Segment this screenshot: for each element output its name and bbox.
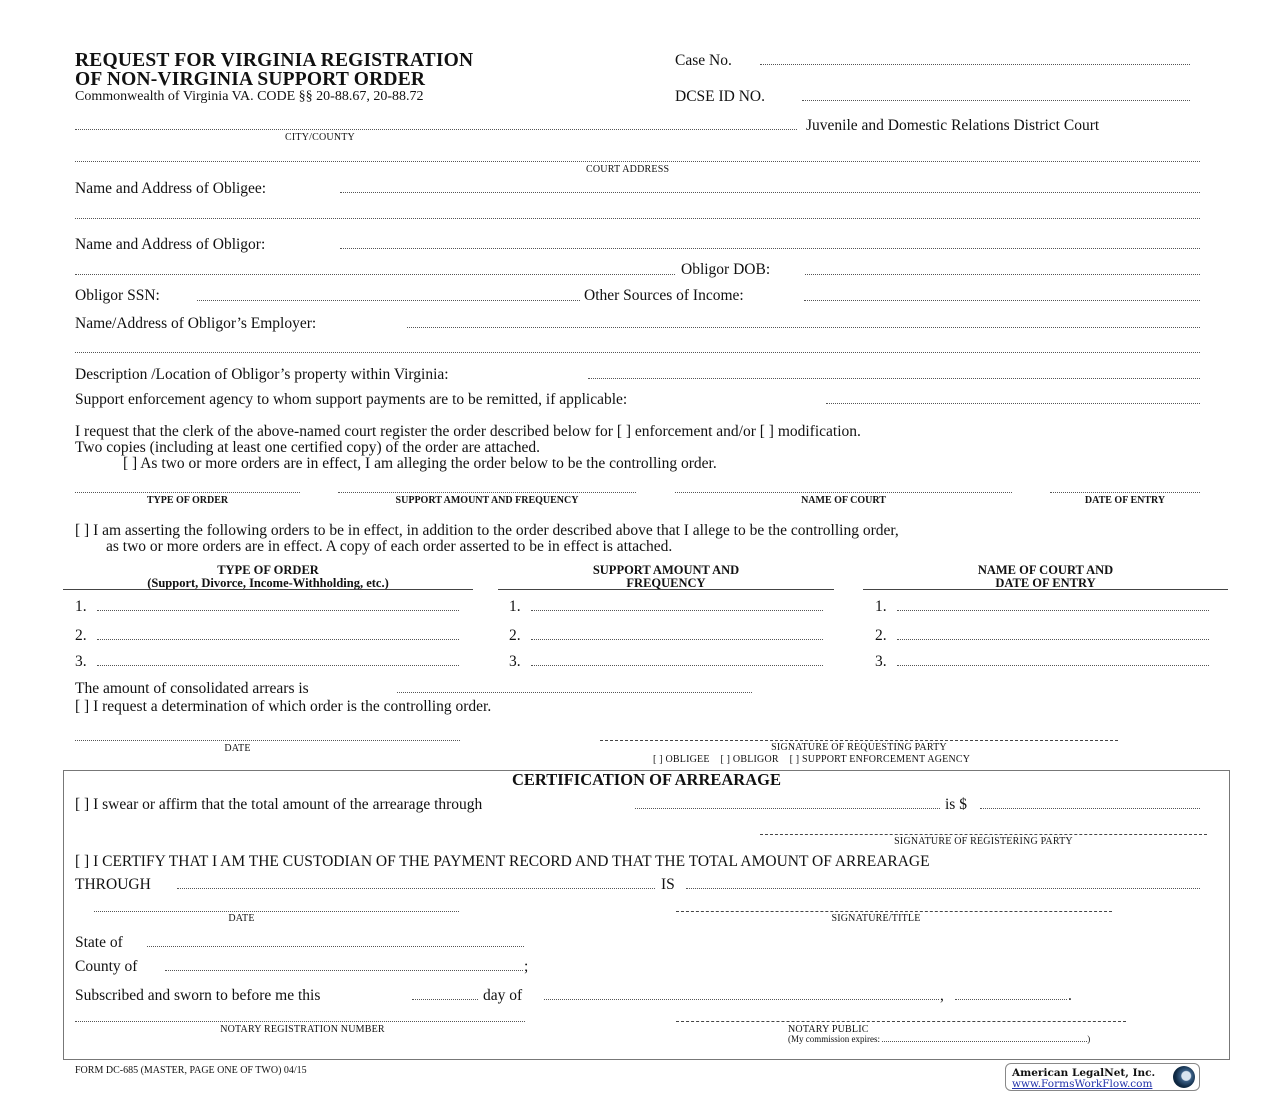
sworn-year-field[interactable]	[955, 999, 1067, 1000]
day-of-label: day of	[483, 987, 523, 1004]
row-number: 3.	[75, 653, 87, 670]
col-head-amount: SUPPORT AMOUNT AND FREQUENCY	[592, 563, 740, 590]
requesting-signature-field[interactable]	[600, 740, 1118, 741]
row-number: 2.	[75, 627, 87, 644]
state-label: State of	[75, 934, 123, 951]
order-3-type-field[interactable]	[97, 665, 459, 666]
col-head-amount-rule	[498, 589, 834, 590]
notary-public-label: NOTARY PUBLIC	[788, 1024, 869, 1035]
row-number: 1.	[75, 598, 87, 615]
order-1-type-field[interactable]	[97, 610, 459, 611]
support-amount-label: SUPPORT AMOUNT AND FREQUENCY	[395, 495, 579, 506]
form-id: FORM DC-685 (MASTER, PAGE ONE OF TWO) 04/15	[75, 1065, 307, 1076]
certify-checkbox[interactable]: [ ]	[75, 853, 90, 870]
certify-amount-field[interactable]	[686, 888, 1200, 889]
city-county-label: CITY/COUNTY	[285, 132, 355, 143]
request-date-label: DATE	[224, 743, 251, 754]
obligor-label: Name and Address of Obligor:	[75, 236, 266, 253]
determination-label: I request a determination of which order is the controlling order.	[93, 698, 492, 715]
employer-field[interactable]	[407, 327, 1200, 328]
determination-row	[75, 698, 491, 716]
row-number: 1.	[875, 598, 887, 615]
enforcement-label: enforcement and/or	[634, 423, 756, 440]
county-label: County of	[75, 958, 138, 975]
agency-field[interactable]	[826, 403, 1200, 404]
period: .	[1068, 987, 1072, 1004]
through-date-field[interactable]	[177, 888, 655, 889]
certify-label: I CERTIFY THAT I AM THE CUSTODIAN OF THE PAYMENT RECORD AND THAT THE TOTAL AMOUNT OF ARREARAGE	[93, 853, 930, 870]
other-income-field[interactable]	[804, 300, 1200, 301]
court-address-field[interactable]	[75, 161, 1200, 162]
row-number: 3.	[875, 653, 887, 670]
property-label: Description /Location of Obligor’s property within Virginia:	[75, 366, 449, 383]
row-number: 3.	[509, 653, 521, 670]
support-amount-field[interactable]	[338, 492, 636, 493]
comma: ,	[940, 987, 944, 1004]
city-county-field[interactable]	[75, 129, 797, 130]
agency-option-label: SUPPORT ENFORCEMENT AGENCY	[802, 754, 971, 765]
notary-signature-field[interactable]	[676, 1021, 1126, 1022]
sworn-month-field[interactable]	[544, 999, 939, 1000]
globe-logo-icon	[1173, 1066, 1195, 1088]
vendor-url[interactable]: www.FormsWorkFlow.com	[1012, 1078, 1153, 1090]
row-number: 2.	[509, 627, 521, 644]
obligor-dob-label: Obligor DOB:	[681, 261, 771, 278]
dcse-id-field[interactable]	[802, 100, 1190, 101]
sworn-label: Subscribed and sworn to before me this	[75, 987, 321, 1004]
col-head-court-rule	[863, 589, 1228, 590]
commission-close: )	[1087, 1034, 1091, 1044]
obligee-checkbox[interactable]: [ ]	[653, 754, 663, 765]
assert-orders-line2: as two or more orders are in effect. A copy of each order asserted to be in effect is attached.	[106, 538, 673, 555]
obligee-option-label: OBLIGEE	[665, 754, 710, 765]
controlling-order-checkbox[interactable]: [ ]	[123, 455, 138, 472]
is-dollar-label: is $	[945, 796, 967, 813]
signature-title-label: SIGNATURE/TITLE	[831, 913, 921, 924]
form-title-line2: OF NON-VIRGINIA SUPPORT ORDER	[75, 69, 426, 90]
form-subtitle: Commonwealth of Virginia VA. CODE §§ 20-88.67, 20-88.72	[75, 89, 424, 104]
swear-label: I swear or affirm that the total amount of the arrearage through	[93, 796, 483, 813]
agency-label: Support enforcement agency to whom support payments are to be remitted, if applicable:	[75, 391, 628, 408]
row-number: 1.	[509, 598, 521, 615]
date-of-entry-label: DATE OF ENTRY	[1084, 495, 1166, 506]
obligor-ssn-label: Obligor SSN:	[75, 287, 160, 304]
swear-row	[75, 796, 482, 814]
through-label: THROUGH	[75, 876, 151, 893]
certify-date-field[interactable]	[94, 911, 459, 912]
obligee-field[interactable]	[340, 192, 1200, 193]
name-of-court-field[interactable]	[675, 492, 1012, 493]
col-head-court: NAME OF COURT AND DATE OF ENTRY	[977, 563, 1114, 590]
obligee-field-line2[interactable]	[75, 218, 1200, 219]
obligee-label: Name and Address of Obligee:	[75, 180, 267, 197]
request-date-field[interactable]	[75, 740, 460, 741]
enforcement-checkbox[interactable]: [ ]	[616, 423, 632, 440]
other-income-label: Other Sources of Income:	[584, 287, 744, 304]
order-3-court-field[interactable]	[897, 665, 1209, 666]
type-of-order-field[interactable]	[75, 492, 300, 493]
certify-row	[75, 853, 930, 871]
controlling-order-row	[123, 455, 717, 473]
obligor-dob-field[interactable]	[805, 274, 1200, 275]
row-number: 2.	[875, 627, 887, 644]
signature-title-field[interactable]	[676, 911, 1112, 912]
sworn-day-field[interactable]	[412, 999, 478, 1000]
commission-row	[788, 1034, 1090, 1044]
modification-checkbox[interactable]: [ ]	[759, 423, 774, 440]
commission-expires-field[interactable]	[882, 1041, 1087, 1042]
assert-orders-text: I am asserting the following orders to be in effect, in addition to the order described above that I allege to be the controlling order,	[93, 522, 899, 539]
swear-checkbox[interactable]: [ ]	[75, 796, 90, 813]
employer-label: Name/Address of Obligor’s Employer:	[75, 315, 317, 332]
order-2-type-field[interactable]	[97, 639, 459, 640]
court-address-label: COURT ADDRESS	[586, 164, 670, 175]
agency-checkbox[interactable]: [ ]	[789, 754, 800, 765]
modification-label: modification.	[777, 423, 861, 440]
state-field[interactable]	[147, 946, 524, 947]
case-no-label: Case No.	[675, 52, 732, 69]
order-2-court-field[interactable]	[897, 639, 1209, 640]
col-head-type-rule	[63, 589, 473, 590]
type-of-order-label: TYPE OF ORDER	[146, 495, 229, 506]
order-1-amount-field[interactable]	[531, 610, 823, 611]
is-label: IS	[661, 876, 675, 893]
certify-date-label: DATE	[228, 913, 255, 924]
notary-registration-label: NOTARY REGISTRATION NUMBER	[220, 1024, 385, 1035]
party-type-row	[653, 754, 970, 765]
case-no-field[interactable]	[760, 64, 1190, 65]
name-of-court-label: NAME OF COURT	[801, 495, 886, 506]
assert-orders-checkbox[interactable]: [ ]	[75, 522, 90, 539]
vendor-name: American LegalNet, Inc.	[1012, 1067, 1156, 1079]
request-text: I request that the clerk of the above-named court register the order described below for	[75, 423, 613, 440]
obligor-field[interactable]	[340, 248, 1200, 249]
court-type: Juvenile and Domestic Relations District Court	[806, 117, 1100, 134]
commission-label: (My commission expires:	[788, 1034, 880, 1044]
col-head-type: TYPE OF ORDER (Support, Divorce, Income-Withholding, etc.)	[147, 563, 389, 590]
obligor-field-line2[interactable]	[75, 274, 675, 275]
registering-signature-label: SIGNATURE OF REGISTERING PARTY	[894, 836, 1073, 847]
swear-amount-field[interactable]	[980, 808, 1200, 809]
county-semicolon: ;	[524, 958, 529, 975]
certification-title: CERTIFICATION OF ARREARAGE	[512, 770, 781, 789]
date-of-entry-field[interactable]	[1050, 492, 1200, 493]
swear-through-date-field[interactable]	[635, 808, 940, 809]
form-title-line1: REQUEST FOR VIRGINIA REGISTRATION	[75, 50, 474, 71]
obligor-ssn-field[interactable]	[197, 300, 580, 301]
obligor-option-label: OBLIGOR	[732, 754, 779, 765]
consolidated-arrears-field[interactable]	[397, 692, 752, 693]
order-3-amount-field[interactable]	[531, 665, 823, 666]
request-line2: Two copies (including at least one certified copy) of the order are attached.	[75, 439, 541, 456]
registering-signature-field[interactable]	[760, 834, 1207, 835]
dcse-id-label: DCSE ID NO.	[675, 88, 765, 105]
order-1-court-field[interactable]	[897, 610, 1209, 611]
vendor-badge[interactable]	[1005, 1063, 1200, 1091]
determination-checkbox[interactable]: [ ]	[75, 698, 90, 715]
employer-field-line2[interactable]	[75, 352, 1200, 353]
order-2-amount-field[interactable]	[531, 639, 823, 640]
requesting-signature-label: SIGNATURE OF REQUESTING PARTY	[771, 742, 947, 753]
obligor-checkbox[interactable]: [ ]	[720, 754, 731, 765]
county-field[interactable]	[165, 970, 523, 971]
controlling-order-label: As two or more orders are in effect, I am alleging the order below to be the controlling order.	[140, 455, 717, 472]
notary-registration-field[interactable]	[75, 1021, 525, 1022]
consolidated-arrears-label: The amount of consolidated arrears is	[75, 680, 309, 697]
property-field[interactable]	[588, 378, 1200, 379]
